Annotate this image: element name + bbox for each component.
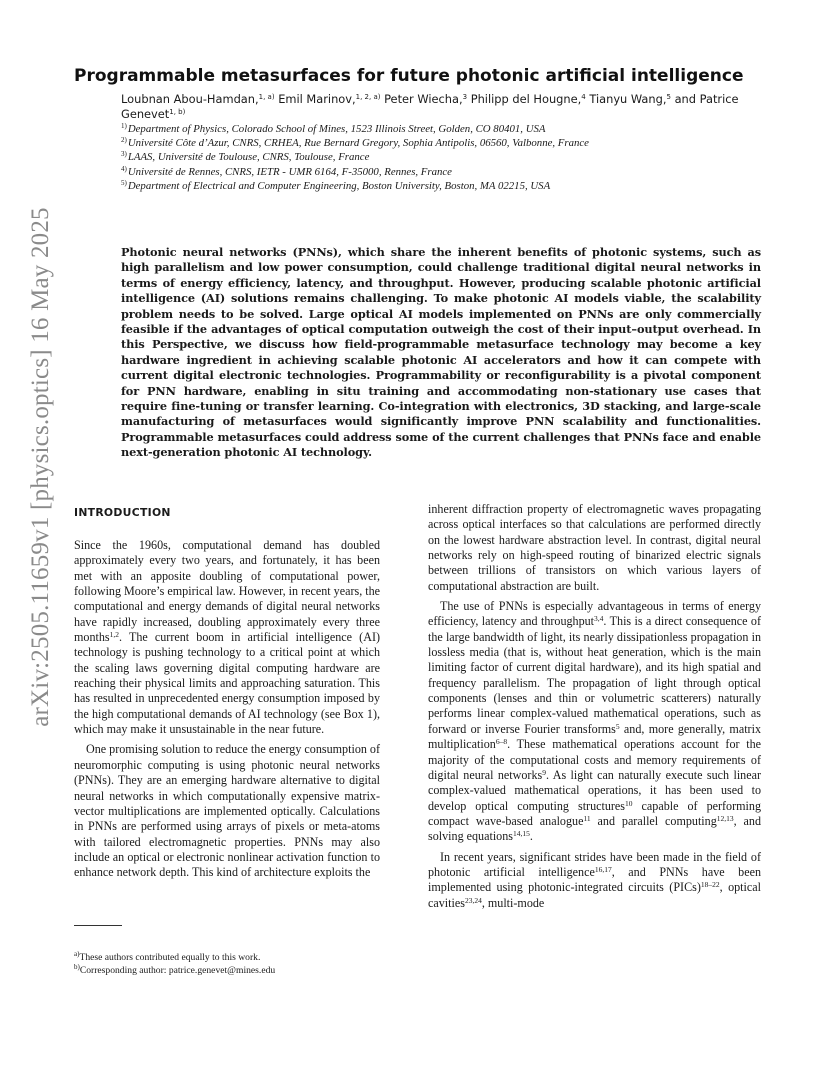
text-run: . As light can naturally execute such linear complex-valued mathematical operations, it has been used to develop optical computing structures <box>428 767 761 813</box>
body-paragraph <box>74 538 380 737</box>
affiliation-marker: 3) <box>121 150 127 159</box>
author-name: Tianyu Wang, <box>589 92 667 106</box>
text-run: capable of performing compact wave-based analogue <box>428 798 761 828</box>
body-paragraph <box>74 742 380 880</box>
footnote-list <box>74 952 394 977</box>
affiliation-text: LAAS, Université de Toulouse, CNRS, Toulouse, France <box>127 151 370 164</box>
author-superscript: 5 <box>666 93 671 101</box>
section-heading-introduction: INTRODUCTION <box>74 506 171 519</box>
author-superscript: 3 <box>462 93 468 101</box>
affiliation-text: Department of Electrical and Computer Engineering, Boston University, Boston, MA 02215, USA <box>127 179 551 192</box>
footnote-text: Corresponding author: patrice.genevet@mines.edu <box>79 964 276 976</box>
text-run: , and solving equations <box>428 813 761 844</box>
text-run: . These mathematical operations account for the majority of the computational costs and memory requirements of digital neural networks <box>428 737 761 782</box>
left-column <box>74 538 380 881</box>
author-superscript: 4 <box>581 93 586 101</box>
author-superscript: 1, a) <box>258 93 275 101</box>
citation: 6–8 <box>495 737 508 747</box>
text-run: . This is a direct consequence of the large bandwidth of light, its nearly dissipationless propagation in lossless media (that is, without heat generation, which is the main limiting factor of current digital hardware), and its high spatial and frequency parallelism. The propagation of light through optical components (lenses and thin or volumetric scatterers) naturally performs linear complex-valued mathematical operations, such as forward or inverse Fourier transforms <box>428 614 761 736</box>
affiliation-list <box>121 123 681 194</box>
paper-title: Programmable metasurfaces for future photonic artificial intelligence <box>74 66 744 86</box>
text-run: and parallel computing <box>590 813 717 828</box>
footnote <box>74 962 394 978</box>
text-run: One promising solution to reduce the energy consumption of neuromorphic computing is using photonic neural networks (PNNs). They are an emerging hardware alternative to digital neural networks in which computationally expensive matrix-vector multiplications are implemented optically. Calculations in PNNs are performed using arrays of pixels or meta-atoms with tailored electromagnetic properties. PNNs may also include an optical or electronic nonlinear activation function to enhance network depth. This kind of architecture exploits the <box>74 742 381 880</box>
footnote-marker: b) <box>74 962 80 971</box>
author-list <box>121 92 763 122</box>
author-name: Loubnan Abou-Hamdan, <box>121 92 259 106</box>
author-superscript: 1, b) <box>169 108 186 116</box>
text-run: inherent diffraction property of electromagnetic waves propagating across optical interfaces so that calculations are performed directly on the lowest hardware abstraction level. In contrast, digital neural networks rely on high-speed routing of binarized electric signals between trillions of transistors on which various layers of computational abstraction are built. <box>428 502 761 593</box>
affiliation-marker: 4) <box>121 164 127 173</box>
text-run: , optical cavities <box>428 880 761 910</box>
citation: 9 <box>542 767 546 777</box>
arxiv-identifier-text: arXiv:2505.11659v1 [physics.optics] 16 May 2025 <box>27 207 55 727</box>
text-run: , and PNNs have been implemented using photonic-integrated circuits (PICs) <box>428 864 761 895</box>
citation: 5 <box>615 721 620 731</box>
citation: 10 <box>625 798 633 808</box>
citation: 11 <box>583 813 591 823</box>
citation: 23,24 <box>464 895 482 905</box>
affiliation <box>121 137 681 150</box>
arxiv-identifier <box>24 207 58 727</box>
author <box>121 92 275 106</box>
affiliation <box>121 180 681 193</box>
text-run: and, more generally, matrix multiplication <box>428 721 761 752</box>
footnote-marker: a) <box>74 950 80 958</box>
citation: 14,15 <box>513 829 530 839</box>
body-paragraph <box>428 850 761 911</box>
body-paragraph <box>428 502 761 594</box>
author-name: Peter Wiecha, <box>384 92 463 106</box>
citation: 16,17 <box>594 864 612 874</box>
affiliation-marker: 5) <box>121 178 127 187</box>
affiliation <box>121 166 681 179</box>
affiliation-text: Université de Rennes, CNRS, IETR - UMR 6164, F-35000, Rennes, France <box>127 165 452 178</box>
citation: 3,4 <box>594 614 604 624</box>
author <box>384 92 467 106</box>
footnote <box>74 952 394 965</box>
author-name: and Patrice Genevet <box>121 92 739 121</box>
text-run: Since the 1960s, computational demand has doubled approximately every two years, and fortunately, it has been met with an apposite doubling of computational power, following Moore’s empirical law. However, in recent years, the computational and energy demands of digital neural networks have rapidly increased, doubling approximately every three months <box>74 538 381 645</box>
text-run: , multi-mode <box>481 895 545 910</box>
author <box>589 92 671 106</box>
affiliation-marker: 1) <box>121 122 127 130</box>
text-run: . <box>529 829 533 844</box>
footnote-rule <box>74 925 122 926</box>
affiliation <box>121 151 681 164</box>
text-run: In recent years, significant strides have been made in the field of photonic artificial intelligence <box>428 849 761 879</box>
affiliation-text: Department of Physics, Colorado School of Mines, 1523 Illinois Street, Golden, CO 80401, USA <box>127 123 546 135</box>
author <box>278 92 380 106</box>
author-name: Emil Marinov, <box>278 92 356 106</box>
affiliation <box>121 123 681 136</box>
citation: 12,13 <box>716 813 734 823</box>
text-run: . The current boom in artificial intelligence (AI) technology is pushing technology to a critical point at which the scaling laws governing digital computing hardware are reaching their physical limits and approaching saturation. This has resulted in unprecedented energy consumption imposed by the high computational demands of AI technology (see Box 1), which may make it unsustainable in the near future. <box>74 630 380 737</box>
footnote-text: These authors contributed equally to this work. <box>79 952 261 963</box>
affiliation-marker: 2) <box>121 136 127 145</box>
citation: 18–22 <box>700 880 720 890</box>
affiliation-text: Université Côte d’Azur, CNRS, CRHEA, Rue Bernard Gregory, Sophia Antipolis, 06560, Valbonne, France <box>127 137 589 150</box>
author-superscript: 1, 2, a) <box>355 93 381 101</box>
text-run: The use of PNNs is especially advantageous in terms of energy efficiency, latency and throughput <box>428 599 761 629</box>
abstract: Photonic neural networks (PNNs), which share the inherent benefits of photonic systems, such as high parallelism and low power consumption, could challenge traditional digital neural networks in terms of energy efficiency, latency, and throughput. However, producing scalable photonic artificial intelligence (AI) solutions remains challenging. To make photonic AI models viable, the scalability problem needs to be solved. Large optical AI models implemented on PNNs are only commercially feasible if the advantages of optical computation outweigh the cost of their input–output overhead. In this Perspective, we discuss how field-programmable metasurface technology may become a key hardware ingredient in achieving scalable photonic AI accelerators and how it can compete with current digital electronic technologies. Programmability or reconfigurability is a pivotal component for PNN hardware, enabling in situ training and accommodating non-stationary use cases that require fine-tuning or transfer learning. Co-integration with electronics, 3D stacking, and large-scale manufacturing of metasurfaces would significantly improve PNN scalability and functionalities. Programmable metasurfaces could address some of the current challenges that PNNs face and enable next-generation photonic AI technology. <box>121 245 761 460</box>
right-column <box>428 502 761 911</box>
author-name: Philipp del Hougne, <box>470 92 582 106</box>
body-paragraph <box>428 599 761 845</box>
author <box>471 92 586 106</box>
citation: 1,2 <box>109 630 119 640</box>
